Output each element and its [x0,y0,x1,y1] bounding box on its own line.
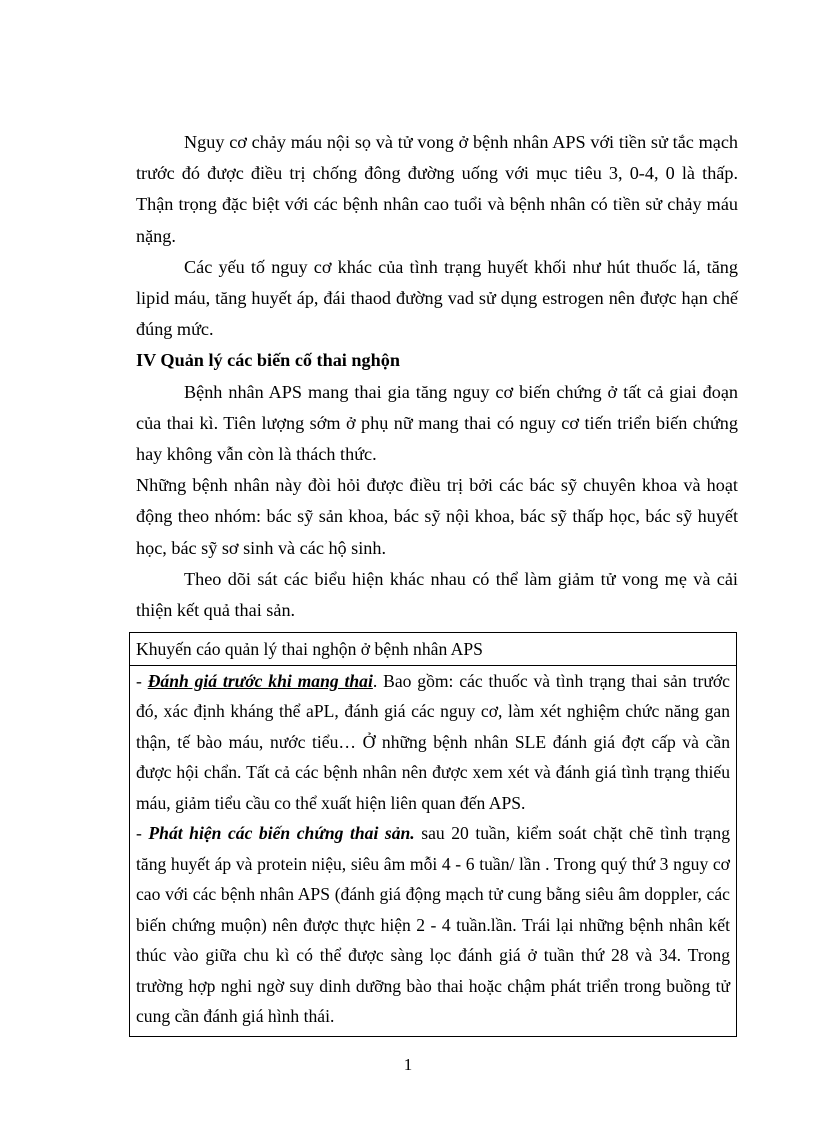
paragraph-monitoring: Theo dõi sát các biểu hiện khác nhau có thể làm giảm tử vong mẹ và cải thiện kết quả thai sản. [136,568,738,621]
item-text-prepregnancy: . Bao gồm: các thuốc và tình trạng thai sản trước đó, xác định kháng thể aPL, đánh giá các nguy cơ, làm xét nghiệm chức năng gan thận, tế bào máu, nước tiểu… Ở những bệnh nhân SLE đánh giá đợt cấp và cần được hội chẩn. Tất cả các bệnh nhân nên được xem xét và đánh giá tình trạng thiếu máu, giảm tiểu cầu co thể xuất hiện liên quan đến APS. [136,670,730,813]
section-heading: IV Quản lý các biến cố thai nghộn [136,350,400,371]
recommendation-item-prepregnancy [136,666,730,819]
item-label-complications: Phát hiện các biến chứng thai sản. [148,823,415,844]
page-number: 1 [403,1055,413,1074]
recommendation-box-title: Khuyến cáo quản lý thai nghộn ở bệnh nhân APS [130,633,736,666]
item-prefix: - [136,823,149,844]
document-page [136,127,738,1037]
item-prefix: - [136,670,148,691]
recommendation-box-body [130,666,736,1036]
recommendation-box [129,632,737,1037]
paragraph-pregnancy-risk: Bệnh nhân APS mang thai gia tăng nguy cơ biến chứng ở tất cả giai đoạn của thai kì. Tiên lượng sớm ở phụ nữ mang thai có nguy cơ tiến triển biến chứng hay không vẫn còn là thách thức. [136,381,738,465]
paragraph-bleeding-risk: Nguy cơ chảy máu nội sọ và tử vong ở bệnh nhân APS với tiền sử tắc mạch trước đó được điều trị chống đông đường uống với mục tiêu 3, 0-4, 0 là thấp. Thận trọng đặc biệt với các bệnh nhân cao tuổi và bệnh nhân có tiền sử chảy máu nặng. [136,132,738,246]
paragraph-specialists: Những bệnh nhân này đòi hỏi được điều trị bởi các bác sỹ chuyên khoa và hoạt động theo nhóm: bác sỹ sản khoa, bác sỹ nội khoa, bác sỹ thấp học, bác sỹ huyết học, bác sỹ sơ sinh và các hộ sinh. [136,475,738,558]
paragraph-risk-factors: Các yếu tố nguy cơ khác của tình trạng huyết khối như hút thuốc lá, tăng lipid máu, tăng huyết áp, đái thaod đường vad sử dụng estrogen nên được hạn chế đúng mức. [136,256,738,340]
recommendation-item-complications [136,818,730,1032]
item-text-complications: sau 20 tuần, kiểm soát chặt chẽ tình trạng tăng huyết áp và protein niệu, siêu âm mỗi 4 - 6 tuần/ lần . Trong quý thứ 3 nguy cơ cao với các bệnh nhân APS (đánh giá động mạch tử cung bằng siêu âm doppler, các biến chứng muộn) nên được thực hiện 2 - 4 tuần.lần. Trái lại những bệnh nhân kết thúc vào giữa chu kì có thể được sàng lọc đánh giá ở tuần thứ 28 và 34. Trong trường hợp nghi ngờ suy dinh dưỡng bào thai hoặc chậm phát triển trong buồng tử cung cần đánh giá hình thái. [136,823,731,1027]
item-label-prepregnancy: Đánh giá trước khi mang thai [147,670,373,691]
